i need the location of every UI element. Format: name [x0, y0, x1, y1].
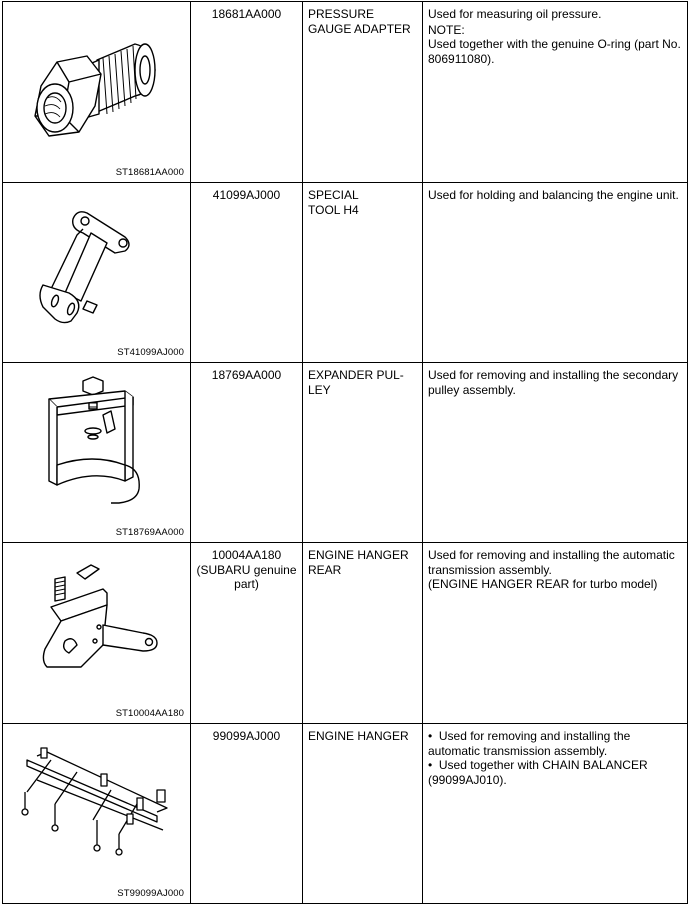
table-row — [3, 2, 688, 183]
tool-name: PRESSURE GAUGE ADAPTER — [308, 7, 411, 36]
part-number-cell — [191, 543, 303, 724]
bullet-text: Used together with CHAIN BALANCER (99099AJ010). — [428, 758, 648, 787]
illustration-cell — [3, 363, 191, 543]
description-text: (ENGINE HANGER REAR for turbo model) — [428, 577, 658, 591]
tool-name: SPECIAL TOOL H4 — [308, 188, 359, 217]
part-number: 99099AJ000 — [212, 729, 281, 743]
note-heading: NOTE: — [428, 22, 465, 37]
pressure-gauge-adapter-drawing — [7, 8, 185, 158]
illustration-cell — [3, 183, 191, 363]
table-row — [3, 183, 688, 363]
engine-hanger-rear-drawing — [7, 549, 185, 699]
description-cell — [423, 724, 688, 904]
illustration-cell — [3, 2, 191, 183]
bullet-text: Used for removing and installing the automatic transmission assembly. — [428, 729, 631, 758]
figure-label: ST41099AJ000 — [117, 346, 184, 358]
expander-pulley-drawing — [7, 369, 185, 519]
description-text: Used for measuring oil pressure. — [428, 7, 602, 21]
figure-label: ST18769AA000 — [115, 526, 184, 538]
tool-name-cell — [303, 183, 423, 363]
description-cell — [423, 183, 688, 363]
table-row — [3, 363, 688, 543]
part-number-cell — [191, 724, 303, 904]
part-number: 18681AA000 — [211, 7, 282, 21]
part-number-cell — [191, 363, 303, 543]
engine-hanger-drawing — [7, 730, 185, 880]
tool-name: ENGINE HANGER REAR — [308, 548, 409, 577]
part-number-cell — [191, 2, 303, 183]
description-cell — [423, 543, 688, 724]
description-cell — [423, 363, 688, 543]
description-text: Used for removing and installing the automatic transmission assembly. — [428, 548, 675, 577]
part-number: 18769AA000 — [211, 368, 282, 382]
tool-name-cell — [303, 543, 423, 724]
table-row — [3, 724, 688, 904]
figure-label: ST18681AA000 — [115, 166, 184, 178]
part-number: 10004AA180 — [211, 548, 282, 562]
tool-name-cell — [303, 724, 423, 904]
illustration-cell — [3, 724, 191, 904]
tool-name: EXPANDER PUL-LEY — [308, 368, 404, 397]
description-cell — [423, 2, 688, 183]
illustration-cell — [3, 543, 191, 724]
description-text: Used for removing and installing the secondary pulley assembly. — [428, 368, 679, 397]
figure-label: ST10004AA180 — [115, 707, 184, 719]
tool-name: ENGINE HANGER — [308, 729, 409, 743]
part-number-note: (SUBARU genuine part) — [196, 562, 297, 591]
part-number: 41099AJ000 — [212, 188, 281, 202]
table-row — [3, 543, 688, 724]
figure-label: ST99099AJ000 — [117, 887, 184, 899]
note-text: Used together with the genuine O-ring (part No. 806911080). — [428, 37, 681, 66]
part-number-cell — [191, 183, 303, 363]
bullet-item: • Used together with CHAIN BALANCER (99099AJ010). — [428, 758, 648, 787]
bullet-item: • Used for removing and installing the automatic transmission assembly. — [428, 729, 631, 758]
tool-name-cell — [303, 2, 423, 183]
tool-name-cell — [303, 363, 423, 543]
special-tool-h4-drawing — [7, 189, 185, 339]
description-text: Used for holding and balancing the engine unit. — [428, 188, 679, 202]
special-tools-table — [2, 1, 688, 904]
